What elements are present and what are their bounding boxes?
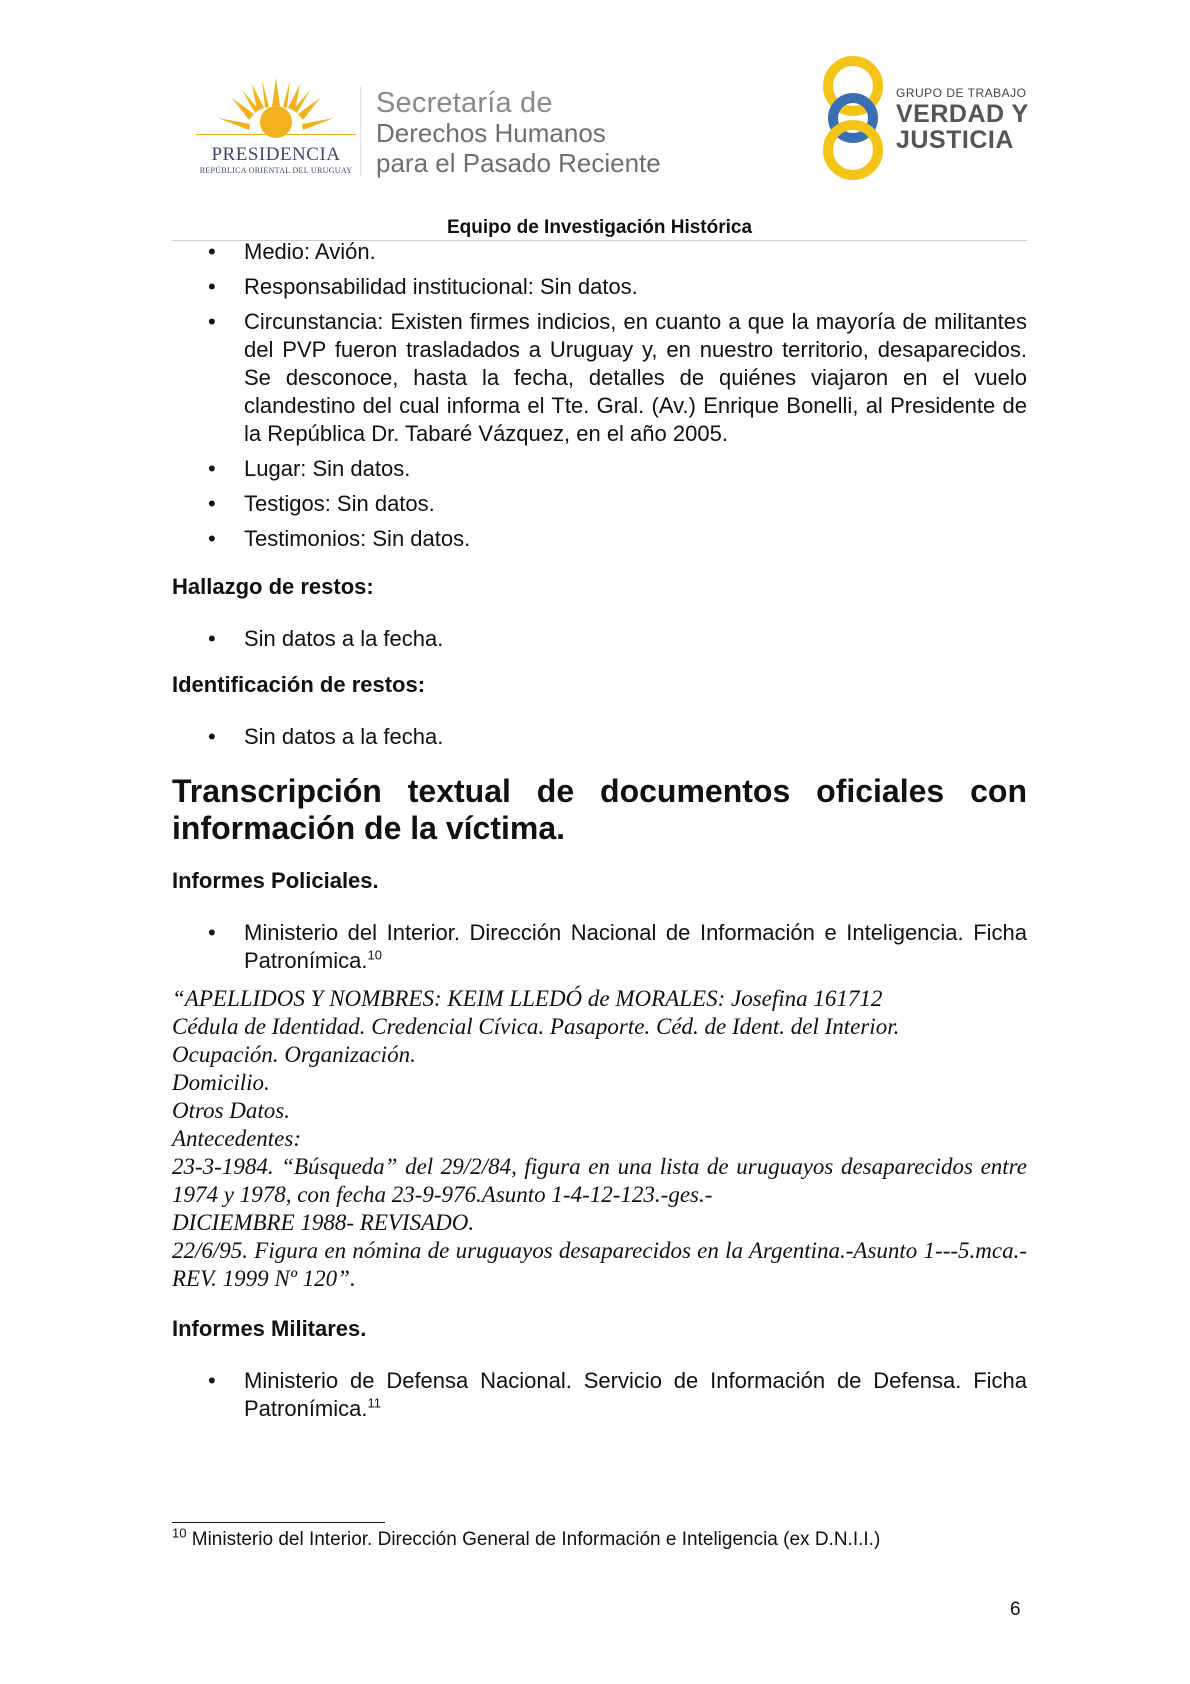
circumstance-list	[172, 238, 1027, 553]
list-item: • Circunstancia: Existen firmes indicios, en cuanto a que la mayoría de militantes del PVP fueron trasladados a Uruguay y, en nuestro territorio, desaparecidos. Se desconoce, hasta la fecha, detalles de quiénes viajaron en el vuelo clandestino del cual informa el Tte. Gral. (Av.) Enrique Bonelli, al Presidente de la República Dr. Tabaré Vázquez, en el año 2005.	[172, 308, 1027, 448]
list-item: • Testimonios: Sin datos.	[172, 525, 1027, 553]
list-item: • Sin datos a la fecha.	[172, 625, 1027, 653]
militares-item-text: Ministerio de Defensa Nacional. Servicio de Información de Defensa. Ficha Patronímica.	[244, 1368, 1027, 1421]
secretaria-line3: para el Pasado Reciente	[376, 148, 661, 178]
page-number: 6	[1010, 1599, 1021, 1620]
hallazgo-list	[172, 625, 1027, 653]
militares-heading: Informes Militares.	[172, 1316, 367, 1341]
presidencia-logo	[196, 80, 356, 180]
presidencia-text: PRESIDENCIA	[211, 144, 341, 165]
secretaria-line2: Derechos Humanos	[376, 118, 606, 148]
footnote	[172, 1525, 881, 1552]
list-item: • Testigos: Sin datos.	[172, 490, 1027, 518]
grupo-title-2: JUSTICIA	[896, 126, 1014, 154]
footnote-ref: 10	[367, 947, 382, 963]
transcribed-quote	[172, 985, 1027, 1293]
secretaria-block	[376, 88, 661, 178]
policiales-item-text: Ministerio del Interior. Dirección Nacional de Información e Inteligencia. Ficha Patronímica.	[244, 920, 1027, 973]
list-item: • Sin datos a la fecha.	[172, 723, 1027, 751]
quote-line: Otros Datos.	[172, 1098, 290, 1123]
transcripcion-heading: Transcripción textual de documentos oficiales con información de la víctima.	[172, 773, 1027, 846]
quote-line: Cédula de Identidad. Credencial Cívica. Pasaporte. Céd. de Ident. del Interior.	[172, 1014, 900, 1039]
footnote-text: Ministerio del Interior. Dirección General de Información e Inteligencia (ex D.N.I.I.)	[186, 1529, 881, 1550]
list-item	[172, 919, 1027, 975]
quote-line: DICIEMBRE 1988- REVISADO.	[172, 1210, 475, 1235]
quote-line: Antecedentes:	[172, 1126, 301, 1151]
rings-icon	[820, 56, 890, 180]
hallazgo-heading: Hallazgo de restos:	[172, 574, 374, 599]
quote-line: Ocupación. Organización.	[172, 1042, 416, 1067]
identificacion-list	[172, 723, 1027, 751]
header-divider	[360, 86, 361, 176]
quote-line: “APELLIDOS Y NOMBRES: KEIM LLEDÓ de MORALES: Josefina 161712	[172, 986, 883, 1011]
list-item: • Medio: Avión.	[172, 238, 1027, 266]
policiales-list	[172, 919, 1027, 975]
page-content	[172, 240, 1027, 1430]
identificacion-heading: Identificación de restos:	[172, 672, 426, 697]
footnote-rule	[172, 1522, 385, 1523]
list-item	[172, 1367, 1027, 1423]
grupo-title-1: VERDAD Y	[896, 100, 1029, 128]
militares-list	[172, 1367, 1027, 1423]
team-heading: Equipo de Investigación Histórica	[446, 217, 753, 238]
list-item: • Lugar: Sin datos.	[172, 455, 1027, 483]
sun-icon	[196, 76, 356, 146]
list-item: • Responsabilidad institucional: Sin datos.	[172, 273, 1027, 301]
quote-line: Domicilio.	[172, 1070, 270, 1095]
policiales-heading: Informes Policiales.	[172, 868, 379, 893]
quote-line: 23-3-1984. “Búsqueda” del 29/2/84, figura en una lista de uruguayos desaparecidos entre 1974 y 1978, con fecha 23-9-976.Asunto 1-4-12-123.-ges.-	[172, 1154, 1027, 1207]
verdad-justicia-logo	[820, 56, 1030, 180]
secretaria-line1: Secretaría de	[376, 87, 553, 119]
footnote-number: 10	[172, 1525, 187, 1541]
quote-line: 22/6/95. Figura en nómina de uruguayos desaparecidos en la Argentina.-Asunto 1---5.mca.- REV. 1999 Nº 120”.	[172, 1238, 1027, 1291]
grupo-small-text: GRUPO DE TRABAJO	[896, 86, 1027, 100]
footnote-ref: 11	[367, 1395, 381, 1411]
presidencia-subtext: REPÚBLICA ORIENTAL DEL URUGUAY	[199, 166, 353, 175]
